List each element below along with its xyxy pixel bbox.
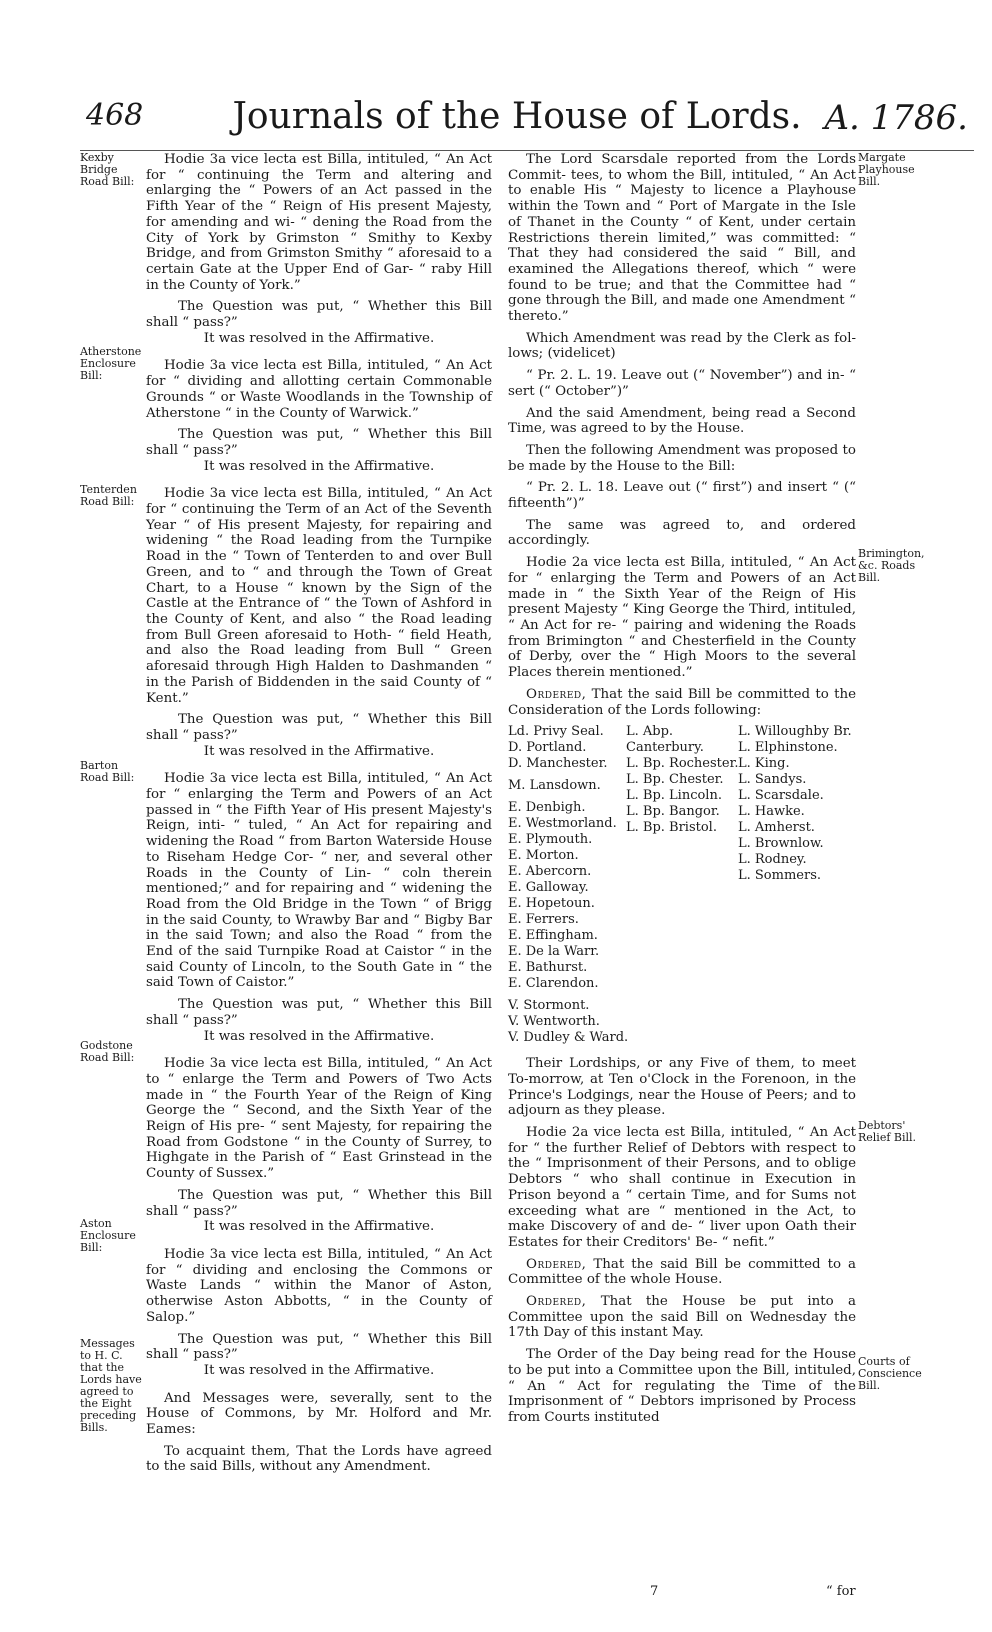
ordered-label: Ordered, bbox=[526, 1256, 587, 1272]
ordered-text: That the House be put into a Committee upon the said Bill on Wednesday the 17th Day of this instant May. bbox=[508, 1294, 856, 1341]
lord-name: L. Hawke. bbox=[738, 804, 805, 820]
lord-name: L. Rodney. bbox=[738, 852, 807, 868]
lord-name: E. Bathurst. bbox=[508, 960, 588, 976]
lord-name: L. Bp. Chester. bbox=[626, 772, 724, 788]
amendment-agreed: And the said Amendment, being read a Second Time, was agreed to by the House. bbox=[508, 405, 856, 437]
page-number: 468 bbox=[86, 98, 144, 133]
question-text: The Question was put, “ Whether this Bill shall “ pass?” bbox=[146, 1331, 492, 1363]
lord-name: L. Brownlow. bbox=[738, 836, 824, 852]
ordered-label: Ordered, bbox=[526, 686, 587, 702]
left-column bbox=[146, 152, 492, 1481]
lord-name: D. Manchester. bbox=[508, 756, 608, 772]
margin-note: Aston Enclosure Bill: bbox=[80, 1217, 136, 1254]
lord-name: E. De la Warr. bbox=[508, 944, 600, 960]
lord-name: L. Scarsdale. bbox=[738, 788, 824, 804]
lord-name: L. Willoughby Br. bbox=[738, 724, 852, 740]
lord-name: E. Morton. bbox=[508, 848, 579, 864]
lord-name: E. Westmorland. bbox=[508, 816, 617, 832]
lord-name: E. Abercorn. bbox=[508, 864, 592, 880]
margin-note: Barton Road Bill: bbox=[80, 759, 135, 784]
lord-name: L. Abp. Canterbury. bbox=[626, 724, 704, 756]
amendment-ordered: The same was agreed to, and ordered accordingly. bbox=[508, 517, 856, 549]
lord-name: M. Lansdown. bbox=[508, 778, 601, 794]
lord-name: Ld. Privy Seal. bbox=[508, 724, 604, 740]
amendment-text: “ Pr. 2. L. 18. Leave out (“ first”) and insert “ (“ fifteenth”)” bbox=[508, 480, 856, 512]
lord-name: L. Bp. Bristol. bbox=[626, 820, 717, 836]
ordered-text: That the said Bill be committed to a Committee of the whole House. bbox=[508, 1256, 856, 1288]
lord-name: E. Hopetoun. bbox=[508, 896, 595, 912]
ordered-paragraph bbox=[508, 1257, 856, 1288]
margin-note: Kexby Bridge Road Bill: bbox=[80, 151, 135, 188]
resolution-text: It was resolved in the Affirmative. bbox=[203, 743, 435, 759]
lord-name: V. Stormont. bbox=[508, 998, 590, 1014]
resolution-text: It was resolved in the Affirmative. bbox=[203, 1219, 435, 1235]
question-text: The Question was put, “ Whether this Bill shall “ pass?” bbox=[146, 1187, 492, 1219]
bill-entry bbox=[146, 358, 492, 474]
header-rule bbox=[80, 150, 974, 151]
lords-column bbox=[626, 724, 739, 1046]
lords-list bbox=[508, 724, 856, 1046]
lord-name: V. Wentworth. bbox=[508, 1014, 600, 1030]
lord-name: L. Sandys. bbox=[738, 772, 807, 788]
lord-name: L. Bp. Bangor. bbox=[626, 804, 720, 820]
amendment-proposed: Then the following Amendment was proposed to be made by the House to the Bill: bbox=[508, 442, 856, 474]
bill-entry bbox=[146, 771, 492, 1044]
ordered-paragraph bbox=[508, 1294, 856, 1341]
bill-entry bbox=[146, 486, 492, 759]
report-paragraph: The Lord Scarsdale reported from the Lords Commit- tees, to whom the Bill, intituled, “ An Act to enable His “ Majesty to licence a Playhouse within the Town and “ Port of Margate in the Isle of Thanet in the County “ of Kent, under certain Restrictions therein limited,” was committed: “ That they had considered the said “ Bill, and examined the Allegations thereof, which “ were found to be true; and that the Committee had “ gone through the Bill, and made one Amendment “ thereto.” bbox=[508, 152, 856, 325]
margin-note: Courts of Conscience Bill. bbox=[858, 1355, 922, 1392]
lord-name: L. Sommers. bbox=[738, 868, 821, 884]
bill-text: Hodie 2a vice lecta est Billa, intituled, “ An Act for “ the further Relief of Debtors with respect to the “ Imprisonment of their Persons, and to oblige Debtors “ who shall continue in Execution in Prison beyond a “ certain Time, and for Sums not exceeding what are “ mentioned in the Act, to make Discovery of and de- “ liver upon Oath their Estates for their Creditors' Be- “ nefit.” bbox=[508, 1125, 856, 1250]
acquaint-paragraph: To acquaint them, That the Lords have agreed to the said Bills, without any Amendment. bbox=[146, 1443, 492, 1475]
page-header bbox=[60, 98, 974, 150]
lord-name: E. Effingham. bbox=[508, 928, 598, 944]
lord-name: E. Clarendon. bbox=[508, 976, 599, 992]
resolution-text: It was resolved in the Affirmative. bbox=[203, 1028, 435, 1044]
resolution-text: It was resolved in the Affirmative. bbox=[203, 1362, 435, 1378]
question-text: The Question was put, “ Whether this Bill shall “ pass?” bbox=[146, 299, 492, 331]
ordered-paragraph bbox=[508, 687, 856, 718]
amendment-text: “ Pr. 2. L. 19. Leave out (“ November”) and in- “ sert (“ October”)” bbox=[508, 368, 856, 399]
ordered-label: Ordered, bbox=[526, 1294, 587, 1310]
journal-title: Journals of the House of Lords. bbox=[232, 96, 802, 137]
bill-text: Hodie 3a vice lecta est Billa, intituled, “ An Act for “ dividing and allotting certain Commonable Grounds “ or Waste Woodlands in the Township of Atherstone “ in the County of Warwick.” bbox=[146, 358, 492, 421]
year-heading: A. 1786. bbox=[824, 98, 968, 138]
lord-name: E. Galloway. bbox=[508, 880, 589, 896]
question-text: The Question was put, “ Whether this Bill shall “ pass?” bbox=[146, 427, 492, 458]
bill-text: Hodie 3a vice lecta est Billa, intituled, “ An Act to “ enlarge the Term and Powers of Two Acts made in “ the Fourth Year of the Reign of King George the “ Second, and the Sixth Year of the Reign of His pre- “ sent Majesty, for repairing the Road from Godstone “ in the County of Surrey, to Highgate in the Parish of “ East Grinstead in the County of Sussex.” bbox=[146, 1056, 492, 1182]
lord-name: L. King. bbox=[738, 756, 790, 772]
margin-note: Tenterden Road Bill: bbox=[80, 483, 137, 508]
signature-mark: 7 bbox=[650, 1584, 659, 1599]
margin-note: Messages to H. C. that the Lords have agreed to the Eight preceding Bills. bbox=[80, 1337, 142, 1434]
lord-name: E. Plymouth. bbox=[508, 832, 593, 848]
ordered-text: That the said Bill be committed to the Consideration of the Lords following: bbox=[508, 686, 856, 718]
messages-paragraph: And Messages were, severally, sent to the House of Commons, by Mr. Holford and Mr. Eames: bbox=[146, 1390, 492, 1438]
bill-text: Hodie 3a vice lecta est Billa, intituled, “ An Act for “ continuing the Term and altering and enlarging the “ Powers of an Act passed in the Fifth Year of the “ Reign of His present Majesty, for amending and wi- “ dening the Road from the City of York by Grimston “ Smithy to Kexby Bridge, and from Grimston Smithy “ aforesaid to a certain Gate at the Upper End of Gar- “ raby Hill in the County of York.” bbox=[146, 152, 492, 293]
margin-note: Godstone Road Bill: bbox=[80, 1039, 135, 1064]
lord-name: D. Portland. bbox=[508, 740, 587, 756]
right-column bbox=[508, 152, 856, 1432]
margin-note: Atherstone Enclosure Bill: bbox=[80, 345, 142, 382]
lords-column bbox=[508, 724, 629, 1046]
lord-name: E. Denbigh. bbox=[508, 800, 586, 816]
bill-entry bbox=[146, 1247, 492, 1379]
order-of-day-paragraph: The Order of the Day being read for the House to be put into a Committee upon the Bill, intituled, “ An “ Act for regulating the Time of the Imprisonment of “ Debtors imprisoned by Process from Courts instituted bbox=[508, 1347, 856, 1425]
bill-text: Hodie 3a vice lecta est Billa, intituled, “ An Act for “ enlarging the Term and Powers of an Act passed in “ the Fifth Year of His present Majesty's Reign, inti- “ tuled, “ An Act for repairing and widening the Road “ from Barton Waterside House to Riseham Hedge Cor- “ ner, and several other Roads in the County of Lin- “ coln therein mentioned;” and for repairing and “ widening the Road from the Old Bridge in the Town “ of Brigg in the said County, to Wrawby Bar and “ Bigby Bar in the said Town; and also the Road “ from the End of the said Turnpike Road at Caistor “ in the said County of Lincoln, to the South Gate in “ the said Town of Caistor.” bbox=[146, 771, 492, 991]
question-text: The Question was put, “ Whether this Bill shall “ pass?” bbox=[146, 712, 492, 743]
lord-name: L. Bp. Lincoln. bbox=[626, 788, 722, 804]
margin-note: Debtors' Relief Bill. bbox=[858, 1119, 917, 1144]
margin-note: Margate Playhouse Bill. bbox=[858, 151, 915, 188]
bill-text: Hodie 2a vice lecta est Billa, intituled, “ An Act for “ enlarging the Term and Powers of an Act made in “ the Sixth Year of the Reign of His present Majesty “ King George the Third, intituled, “ An Act for re- “ pairing and widening the Roads from Brimington “ and Chesterfield in the County of Derby, over the “ High Moors to the several Places therein mentioned.” bbox=[508, 555, 856, 681]
lord-name: L. Elphinstone. bbox=[738, 740, 838, 756]
lord-name: L. Amherst. bbox=[738, 820, 815, 836]
lord-name: L. Bp. Rochester. bbox=[626, 756, 739, 772]
resolution-text: It was resolved in the Affirmative. bbox=[203, 458, 435, 474]
lords-column bbox=[738, 724, 856, 1046]
meeting-paragraph: Their Lordships, or any Five of them, to meet To-morrow, at Ten o'Clock in the Forenoon, in the Prince's Lodgings, near the House of Peers; and to adjourn as they please. bbox=[508, 1056, 856, 1119]
margin-note: Brimington, &c. Roads Bill. bbox=[858, 547, 925, 584]
catchword: “ for bbox=[826, 1584, 856, 1599]
bill-text: Hodie 3a vice lecta est Billa, intituled, “ An Act for “ dividing and enclosing the Commons or Waste Lands “ within the Manor of Aston, otherwise Aston Abbotts, “ in the County of Salop.” bbox=[146, 1247, 492, 1325]
amendment-intro: Which Amendment was read by the Clerk as fol- lows; (videlicet) bbox=[508, 330, 856, 362]
lord-name: V. Dudley & Ward. bbox=[508, 1030, 629, 1046]
bill-text: Hodie 3a vice lecta est Billa, intituled, “ An Act for “ continuing the Term of an Act of the Seventh Year “ of His present Majesty, for repairing and widening “ the Road leading from the Turnpike Road in the “ Town of Tenterden to and over Bull Green, and to “ and through the Town of Great Chart, to a House “ known by the Sign of the Castle at the Entrance of “ the Town of Ashford in the County of Kent, and also “ the Road leading from Bull Green aforesaid to Hoth- “ field Heath, and also the Road leading from Bull “ Green aforesaid through High Halden to Dashmanden “ in the Parish of Biddenden in the said County of “ Kent.” bbox=[146, 486, 492, 706]
bill-entry bbox=[146, 1056, 492, 1235]
resolution-text: It was resolved in the Affirmative. bbox=[203, 330, 435, 346]
lord-name: E. Ferrers. bbox=[508, 912, 579, 928]
question-text: The Question was put, “ Whether this Bill shall “ pass?” bbox=[146, 997, 492, 1028]
bill-entry bbox=[146, 152, 492, 346]
